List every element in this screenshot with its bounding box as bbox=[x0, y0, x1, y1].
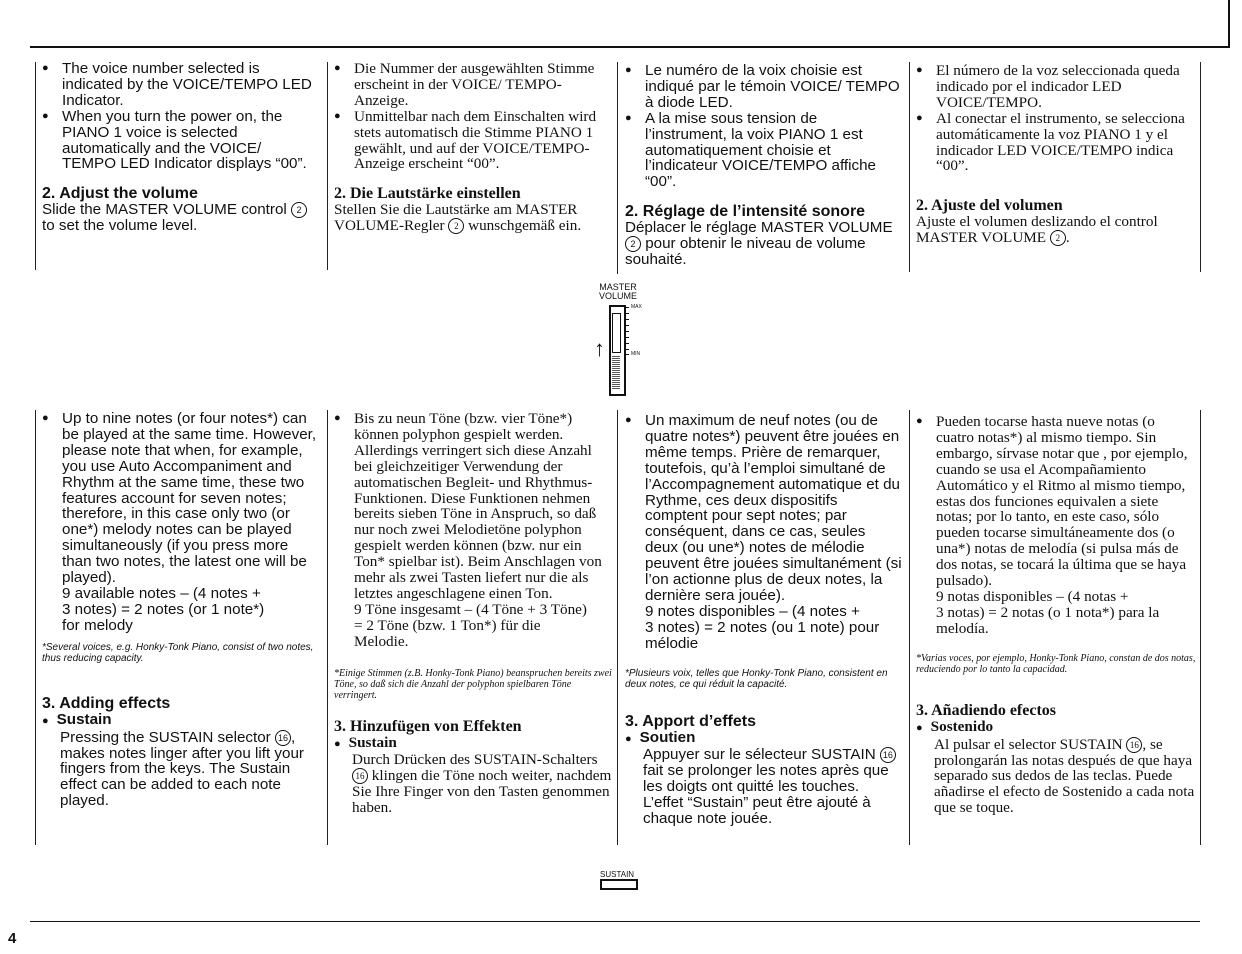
section-body: Déplacer le réglage MASTER VOLUME 2 pour obtenir le niveau de volume souhaité. bbox=[625, 219, 893, 269]
footnote: *Plusieurs voix, telles que Honky-Tonk Piano, consistent en deux notes, ce qui réduit la capacité. bbox=[625, 667, 888, 690]
bullet-item: ● Un maximum de neuf notes (ou de quatre notes*) peuvent être jouées en même temps. Prière de remarquer, toutefois, qu’à l’emploi simultané de l’Accompagnement automatique et du Rythme, ces deux dispositifs comptent pour sept notes; par conséquent, dans ce cas, seules deux (ou une*) notes de mélodie peuvent être jouées simultanément (si l’on actionne plus de deux notes, la dernière sera jouée). 9 notes disponibles – (4 notes + 3 notes) = 2 notes (ou 1 note) pour mélodie bbox=[625, 413, 902, 652]
section-body: Durch Drücken des SUSTAIN-Schalters 16 klingen die Töne noch weiter, nachdem Sie Ihre Finger von den Tasten genommen haben. bbox=[352, 751, 612, 817]
section-heading: 3. Adding effects bbox=[42, 694, 171, 712]
sustain-button[interactable] bbox=[600, 879, 638, 890]
column-rule bbox=[327, 62, 328, 270]
section-heading: 3. Apport d’effets bbox=[625, 712, 756, 730]
column-rule bbox=[617, 62, 618, 274]
footnote: *Varias voces, por ejemplo, Honky-Tonk Piano, constan de dos notas, reduciendo por lo tanto la capacidad. bbox=[916, 652, 1196, 675]
column-rule bbox=[1200, 62, 1201, 272]
bullet-item: ● Bis zu neun Töne (bzw. vier Töne*) können polyphon gespielt werden. Allerdings verringert sich diese Anzahl bei gleichzeitiger Verwendung der automatischen Begleit- und Rhythmus-Funktionen. Diese Funktionen nehmen bereits sieben Töne in Anspruch, so daß nur noch zwei Melodietöne polyphon gespielt werden können (bzw. nur ein Ton* spielbar ist). Beim Anschlagen von mehr als zwei Tasten liefert nur die als letztes angeschlagene einen Ton. 9 Töne insgesamt – (4 Töne + 3 Töne) = 2 Töne (bzw. 1 Ton*) für die Melodie. bbox=[334, 411, 612, 650]
control-number-badge: 16 bbox=[275, 730, 291, 746]
column-rule bbox=[909, 410, 910, 845]
english-top-section bbox=[42, 61, 317, 234]
column-rule bbox=[617, 410, 618, 845]
control-number-badge: 2 bbox=[291, 202, 307, 218]
bullet-item: ● Pueden tocarse hasta nueve notas (o cuatro notas*) al mismo tiempo. Sin embargo, sírvase notar que , por ejemplo, cuando se usa el Acompañamiento Automático y el Ritmo al mismo tiempo, estas dos funciones equivalen a siete notas; por lo tanto, en este caso, sólo pueden tocarse simultáneamente dos (o una*) notas de melodía (si pulsa más de dos notas, se tocará la última que se haya pulsado). 9 notas disponibles – (4 notas + 3 notas) = 2 notas (o 1 nota*) para la melodía. bbox=[916, 414, 1196, 637]
section-heading: 2. Adjust the volume bbox=[42, 185, 198, 203]
english-bottom-section bbox=[42, 411, 317, 809]
french-bottom-section bbox=[625, 413, 902, 827]
slider-knob bbox=[612, 313, 621, 353]
bottom-rule bbox=[30, 921, 1200, 922]
section-heading: 3. Añadiendo efectos bbox=[916, 701, 1056, 719]
bullet-item: ● A la mise sous tension de l’instrument, la voix PIANO 1 est automatiquement choisie et l’indicateur VOICE/TEMPO affiche “00”. bbox=[625, 111, 900, 191]
german-top-section bbox=[334, 61, 612, 234]
column-rule bbox=[327, 410, 328, 845]
section-body: Al pulsar el selector SUSTAIN 16 , se prolongarán las notas después de que haya separado sus dedos de las teclas. Puede añadirse el efecto de Sostenido a cada nota que se toque. bbox=[934, 735, 1195, 817]
control-number-badge: 16 bbox=[1126, 737, 1142, 753]
master-volume-label: MASTER VOLUME bbox=[598, 282, 637, 301]
bullet-item: ● Al conectar el instrumento, se selecciona automáticamente la voz PIANO 1 y el indicador LED VOICE/TEMPO indica “00”. bbox=[916, 111, 1196, 175]
bullet-item: ● Die Nummer der ausgewählten Stimme erscheint in der VOICE/ TEMPO-Anzeige. bbox=[334, 61, 612, 109]
spanish-bottom-section bbox=[916, 414, 1196, 816]
section-heading: 2. Die Lautstärke einstellen bbox=[334, 185, 521, 203]
section-body: Appuyer sur le sélecteur SUSTAIN 16 fait se prolonger les notes après que les doigts ont quitté les touches. L’effet “Sustain” peut être ajouté à chaque note jouée. bbox=[625, 747, 902, 827]
sustain-label: SUSTAIN bbox=[600, 870, 635, 879]
french-top-section bbox=[625, 63, 900, 268]
bullet-item: ● Le numéro de la voix choisie est indiqué par le témoin VOICE/ TEMPO à diode LED. bbox=[625, 63, 900, 111]
column-rule bbox=[1200, 410, 1201, 845]
control-number-badge: 2 bbox=[1050, 230, 1066, 246]
slider-scale bbox=[624, 305, 630, 355]
bullet-item: ● When you turn the power on, the PIANO 1 voice is selected automatically and the VOICE/ TEMPO LED Indicator displays “00”. bbox=[42, 109, 317, 173]
page-number: 4 bbox=[8, 930, 17, 947]
section-body: Pressing the SUSTAIN selector 16 , makes notes linger after you lift your fingers from the keys. The Sustain effect can be added to each note played. bbox=[60, 728, 304, 810]
german-bottom-section bbox=[334, 411, 612, 816]
footnote: *Several voices, e.g. Honky-Tonk Piano, consist of two notes, thus reducing capacity. bbox=[42, 641, 314, 664]
section-body: Stellen Sie die Lautstärke am MASTER VOLUME-Regler 2 wunschgemäß ein. bbox=[334, 201, 582, 235]
spanish-top-section bbox=[916, 63, 1196, 246]
section-heading: 2. Réglage de l’intensité sonore bbox=[625, 203, 866, 221]
control-number-badge: 16 bbox=[880, 747, 896, 763]
control-number-badge: 16 bbox=[352, 768, 368, 784]
bullet-item: ● Unmittelbar nach dem Einschalten wird stets automatisch die Stimme PIANO 1 gewählt, und auf der VOICE/TEMPO-Anzeige erscheint “00”. bbox=[334, 109, 612, 173]
control-number-badge: 2 bbox=[625, 236, 641, 252]
section-heading: 3. Hinzufügen von Effekten bbox=[334, 717, 522, 735]
subheading: ● Sostenido bbox=[916, 717, 994, 735]
subheading: ● Sustain bbox=[42, 710, 112, 728]
page-edge-line bbox=[1228, 0, 1230, 48]
bullet-item: ● Up to nine notes (or four notes*) can be played at the same time. However, please note that when, for example, you use Auto Accompaniment and Rhythm at the same time, these two features account for seven notes; therefore, in this case only two (or one*) melody notes can be played simultaneously (if you press more than two notes, the latest one will be played). 9 available notes – (4 notes + 3 notes) = 2 notes (or 1 note*) for melody bbox=[42, 411, 317, 634]
top-rule bbox=[30, 46, 1230, 48]
subheading: ● Soutien bbox=[625, 728, 696, 746]
arrow-up-icon: ↑ bbox=[594, 336, 605, 361]
column-rule bbox=[35, 62, 36, 270]
bullet-item: ● The voice number selected is indicated by the VOICE/TEMPO LED Indicator. bbox=[42, 61, 317, 109]
max-label: MAX bbox=[631, 304, 642, 310]
section-body: Ajuste el volumen deslizando el control MASTER VOLUME 2 . bbox=[916, 213, 1158, 247]
slider-track-pattern bbox=[612, 356, 620, 390]
subheading: ● Sustain bbox=[334, 733, 397, 751]
control-number-badge: 2 bbox=[448, 218, 464, 234]
footnote: *Einige Stimmen (z.B. Honky-Tonk Piano) beanspruchen bereits zwei Töne, so daß sich die Anzahl der polyphon spielbaren Töne verringert. bbox=[334, 667, 612, 701]
section-heading: 2. Ajuste del volumen bbox=[916, 197, 1063, 215]
section-body: Slide the MASTER VOLUME control 2 to set the volume level. bbox=[42, 202, 317, 234]
bullet-item: ● El número de la voz seleccionada queda indicado por el indicador LED VOICE/TEMPO. bbox=[916, 63, 1196, 111]
column-rule bbox=[35, 410, 36, 845]
column-rule bbox=[909, 62, 910, 272]
min-label: MIN bbox=[631, 351, 641, 357]
